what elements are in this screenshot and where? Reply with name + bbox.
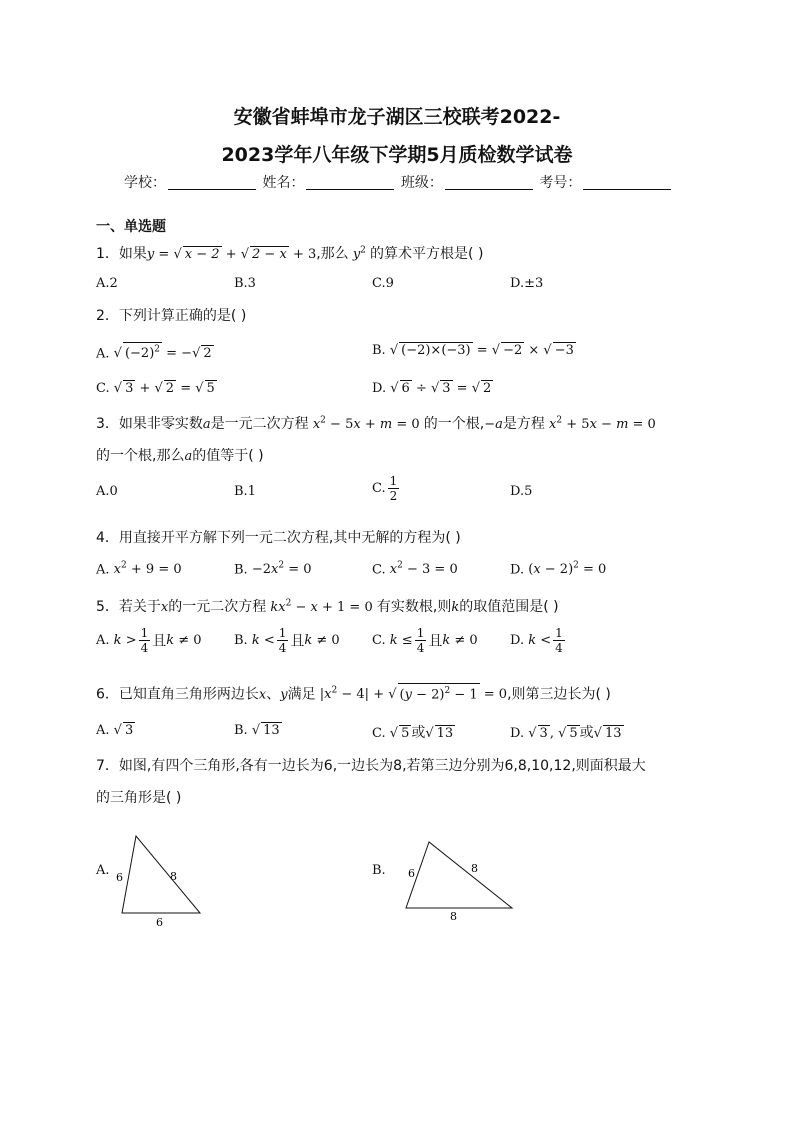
- q4-option-c[interactable]: C. $x^2 - 3 = 0$: [372, 561, 458, 578]
- triangle-a-right-label: 8: [170, 870, 177, 883]
- q3-option-a[interactable]: A.0: [96, 484, 118, 499]
- question-3-line-1: 3．如果非零实数a是一元二次方程 $x^2 - 5x + m = 0$ 的一个根,−a是方程 $x^2 + 5x - m = 0$: [96, 415, 656, 432]
- class-blank[interactable]: [445, 175, 533, 190]
- q7-option-b-label[interactable]: B.: [372, 863, 386, 878]
- question-2: 2．下列计算正确的是( ): [96, 308, 247, 324]
- school-blank[interactable]: [168, 175, 256, 190]
- triangle-a-bottom-label: 6: [156, 916, 163, 929]
- question-3-line-2: 的一个根,那么a的值等于( ): [96, 448, 264, 464]
- q4-option-a[interactable]: A. $x^2 + 9 = 0$: [96, 561, 182, 578]
- class-label: 班级：: [400, 175, 443, 191]
- q3-option-c[interactable]: C. $\frac{1}{2}$: [372, 474, 398, 503]
- q2-option-c[interactable]: C. √ 3 + √ 2 = √ 5: [96, 381, 215, 396]
- triangle-b-left-label: 6: [408, 867, 415, 880]
- q6-option-a[interactable]: A. √ 3: [96, 723, 134, 738]
- q3-option-b[interactable]: B.1: [234, 484, 256, 499]
- triangle-b-figure: [400, 835, 520, 927]
- q1-option-a[interactable]: A.2: [96, 276, 118, 291]
- triangle-b-shape: [406, 842, 512, 908]
- school-label: 学校：: [124, 175, 166, 191]
- question-4: 4．用直接开平方解下列一元二次方程,其中无解的方程为( ): [96, 530, 461, 546]
- number-label: 考号：: [539, 175, 582, 191]
- q5-option-d[interactable]: D. k < $\frac{1}{4}$: [510, 626, 563, 655]
- name-label: 姓名：: [262, 175, 305, 191]
- triangle-b-bottom-label: 8: [450, 910, 457, 923]
- title-line-1: 安徽省蚌埠市龙子湖区三校联考2022-: [233, 106, 561, 128]
- q2-option-a[interactable]: A. √ $(-2)^2$ = −√ 2: [96, 342, 214, 361]
- question-1: 1．如果y = √ x − 2 + √ 2 − x + 3,那么 $y^2$ 的算术平方根是( ): [96, 245, 484, 262]
- number-blank[interactable]: [583, 175, 671, 190]
- student-info-line: [124, 172, 673, 192]
- q5-option-a[interactable]: A. k > $\frac{1}{4}$ 且k ≠ 0: [96, 626, 202, 655]
- q7-option-a-label[interactable]: A.: [96, 863, 110, 878]
- triangle-a-shape: [122, 836, 200, 913]
- q5-option-c[interactable]: C. k ≤ $\frac{1}{4}$ 且k ≠ 0: [372, 626, 478, 655]
- question-6: 6．已知直角三角形两边长x、y满足 $|x^2 - 4|$ + √ $(y - 2)^2 - 1 = 0$,则第三边长为( ): [96, 683, 611, 703]
- q1-option-c[interactable]: C.9: [372, 276, 394, 291]
- title-line-2: 2023学年八年级下学期5月质检数学试卷: [221, 144, 573, 166]
- q5-option-b[interactable]: B. k < $\frac{1}{4}$ 且k ≠ 0: [234, 626, 340, 655]
- question-7-line-1: 7．如图,有四个三角形,各有一边长为6,一边长为8,若第三边分别为6,8,10,12,则面积最大: [96, 758, 646, 774]
- q1-option-d[interactable]: D.±3: [510, 276, 544, 291]
- question-5: 5．若关于x的一元二次方程 $kx^2 - x + 1 = 0$ 有实数根,则k的取值范围是( ): [96, 598, 559, 615]
- section-heading: 一、单选题: [96, 219, 166, 235]
- question-7-line-2: 的三角形是( ): [96, 790, 182, 806]
- q6-option-d[interactable]: D. √ 3 , √ 5 或√ 13: [510, 725, 622, 741]
- q6-option-b[interactable]: B. √ 13: [234, 723, 280, 738]
- triangle-a-left-label: 6: [116, 871, 123, 884]
- q2-option-b[interactable]: B. √ (−2)×(−3) = √ −2 × √ −3: [372, 343, 574, 358]
- triangle-a-figure: [110, 832, 210, 932]
- q3-option-d[interactable]: D.5: [510, 484, 533, 499]
- q1-option-b[interactable]: B.3: [234, 276, 256, 291]
- q2-option-d[interactable]: D. √ 6 ÷ √ 3 = √ 2: [372, 381, 492, 396]
- q4-option-d[interactable]: D. $(x - 2)^2 = 0$: [510, 561, 607, 578]
- q4-option-b[interactable]: B. $-2x^2 = 0$: [234, 561, 312, 578]
- name-blank[interactable]: [306, 175, 394, 190]
- q6-option-c[interactable]: C. √ 5 或√ 13: [372, 725, 454, 741]
- triangle-b-right-label: 8: [471, 862, 478, 875]
